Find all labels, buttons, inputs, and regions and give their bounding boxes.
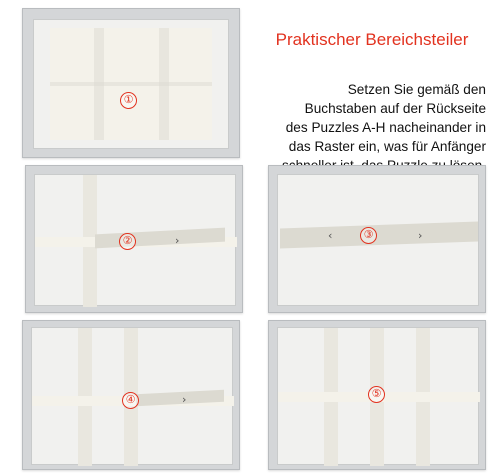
step-4-photo bbox=[22, 320, 240, 470]
box-tray bbox=[31, 327, 233, 465]
step-5-photo bbox=[268, 320, 486, 470]
horizontal-divider bbox=[280, 222, 478, 249]
arrow-mark: › bbox=[175, 234, 180, 247]
step-number-5: ⑤ bbox=[368, 386, 385, 403]
arrow-mark: ‹ bbox=[328, 229, 333, 242]
step-2-photo bbox=[25, 165, 243, 313]
step-number-3: ③ bbox=[360, 227, 377, 244]
step-3-photo bbox=[268, 165, 486, 313]
instruction-text bbox=[258, 80, 486, 175]
arrow-mark: › bbox=[418, 229, 423, 242]
step-1-photo bbox=[22, 8, 240, 158]
step-number-4: ④ bbox=[122, 392, 139, 409]
instruction-line: Setzen Sie gemäß den bbox=[347, 82, 486, 97]
instruction-line: das Raster ein, was für Anfänger bbox=[288, 139, 486, 154]
box-tray bbox=[33, 19, 229, 149]
step-number-1: ① bbox=[120, 92, 137, 109]
step-number-2: ② bbox=[119, 233, 136, 250]
instruction-line: Buchstaben auf der Rückseite bbox=[304, 101, 486, 116]
box-tray bbox=[34, 174, 236, 306]
instruction-line: des Puzzles A-H nacheinander in bbox=[285, 120, 486, 135]
page-title: Praktischer Bereichsteiler bbox=[275, 30, 469, 49]
box-tray bbox=[277, 174, 479, 306]
arrow-mark: › bbox=[182, 393, 187, 406]
sheet-fold bbox=[50, 82, 212, 86]
box-tray bbox=[277, 327, 479, 465]
